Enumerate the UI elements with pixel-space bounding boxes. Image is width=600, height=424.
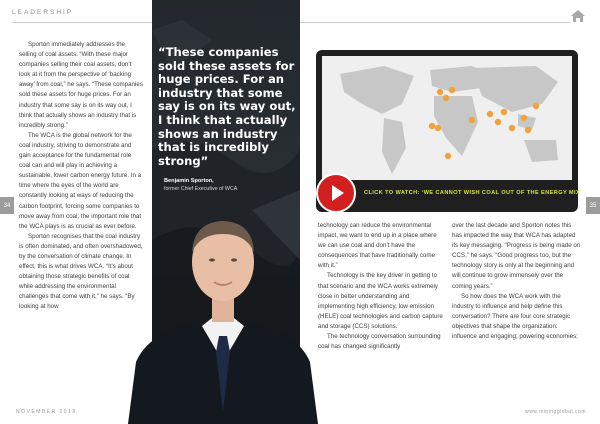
page-number-left: 34 — [0, 197, 14, 214]
article-column-left — [19, 40, 143, 313]
world-map-graphic — [322, 56, 572, 180]
home-icon[interactable] — [570, 9, 586, 23]
article-column-right — [452, 221, 582, 342]
page-number-right: 35 — [586, 197, 600, 214]
section-label: LEADERSHIP — [12, 9, 74, 16]
paragraph: Sporton immediately addresses the selling of coal assets. “With these major companies selling their coal assets, don’t look at it from the perspective of ‘backing away’ from coal,” he says. “These companies sold these assets for huge prices. For an industry that some say is on its way out, I think that actually shows an industry that is incredibly strong.” — [19, 41, 143, 129]
quote-attribution-role: former Chief Executive of WCA — [164, 186, 238, 192]
quote-attribution-name: Benjamin Sporton, — [164, 178, 214, 184]
video-embed[interactable] — [316, 50, 583, 212]
paragraph: So how does the WCA work with the industry to influence and help define this conversation? There are four core strategic objectives that shape the organization: influence and engaging; powering economies; — [452, 292, 578, 341]
paragraph: Sporton recognises that the coal industry is often dominated, and often overshadowed, by the conversation of climate change. In effect, this is what drives WCA. “It’s about obtaining those strategic benefits of coal while addressing the environmental challenges that come with it,” he says. “By looking at how — [19, 232, 143, 311]
portrait-photo — [128, 212, 318, 424]
website-link[interactable]: www.miningglobal.com — [525, 409, 586, 415]
paragraph: The technology conversation surrounding coal has changed significantly — [318, 333, 441, 351]
paragraph: over the last decade and Sporton notes this has impacted the way that WCA has adapted its key messaging. “Progress is being made on CCS,” he says. “Good progress too, but the technology story is only at the beginning and will continue to grow immensely over the coming years.” — [452, 222, 581, 290]
paragraph: technology can reduce the environmental impact, we want to end up in a place where we can use coal and don’t have the consequences that have traditionally come with it.” — [318, 222, 437, 270]
paragraph: Technology is the key driver in getting to that scenario and the WCA works extremely close in better understanding and implementing high efficiency, low emission (HELE) coal technologies and carbon capture and storage (CCS) solutions. — [318, 272, 443, 330]
paragraph: The WCA is the global network for the coal industry, striving to demonstrate and gain acceptance for the fundamental role coal can and will play in achieving a sustainable, lower carbon energy future. In a time where the eyes of the world are constantly looking at ways of reducing the carbon footprint, forcing some companies to move away from coal, the important role that the WCA plays is as crucial as ever before. — [19, 131, 142, 230]
issue-date: NOVEMBER 2018 — [16, 409, 77, 415]
play-button[interactable] — [316, 173, 356, 213]
play-icon — [318, 175, 354, 211]
video-cta-link[interactable]: CLICK TO WATCH: ‘WE CANNOT WISH COAL OUT OF THE ENERGY MIX’ — [364, 190, 583, 196]
article-column-middle — [318, 221, 446, 352]
world-map — [322, 56, 572, 180]
pull-quote: “These companies sold these assets for huge prices. For an industry that some say is on its way out, I think that actually shows an industry that is incredibly strong” — [158, 45, 296, 168]
